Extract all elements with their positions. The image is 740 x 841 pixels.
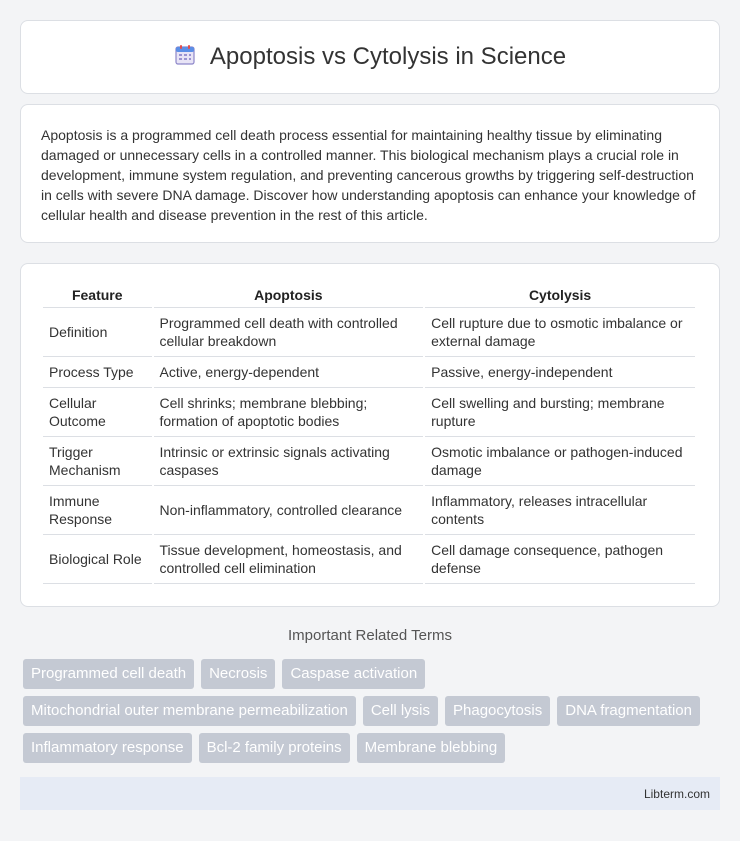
term-chip[interactable]: Caspase activation	[282, 659, 425, 689]
row-apoptosis: Cell shrinks; membrane blebbing; formation of apoptotic bodies	[154, 388, 424, 437]
footer-link[interactable]: Libterm.com	[643, 786, 710, 801]
row-apoptosis: Non-inflammatory, controlled clearance	[154, 486, 424, 535]
row-feature: Process Type	[43, 357, 152, 388]
table-row	[43, 486, 695, 535]
header	[174, 43, 566, 71]
related-terms-list	[23, 659, 723, 763]
row-feature: Trigger Mechanism	[43, 437, 152, 486]
term-chip[interactable]: Necrosis	[201, 659, 275, 689]
table-row	[43, 535, 695, 584]
comparison-table	[41, 282, 697, 584]
intro-paragraph: Apoptosis is a programmed cell death process essential for maintaining healthy tissue by eliminating damaged or unnecessary cells in a controlled manner. This biological mechanism plays a crucial role in development, immune system regulation, and preventing cancerous growths by triggering self-destruction in cells with severe DNA damage. Discover how understanding apoptosis can enhance your knowledge of cellular health and disease prevention in the rest of this article.	[41, 127, 696, 223]
term-chip[interactable]: Mitochondrial outer membrane permeabilization	[23, 696, 356, 726]
header-cytolysis: Cytolysis	[425, 282, 695, 308]
calendar-icon	[174, 44, 196, 71]
row-apoptosis: Tissue development, homeostasis, and controlled cell elimination	[154, 535, 424, 584]
row-cytolysis: Osmotic imbalance or pathogen-induced damage	[425, 437, 695, 486]
row-apoptosis: Intrinsic or extrinsic signals activating caspases	[154, 437, 424, 486]
term-chip[interactable]: DNA fragmentation	[557, 696, 700, 726]
header-apoptosis: Apoptosis	[154, 282, 424, 308]
row-feature: Cellular Outcome	[43, 388, 152, 437]
comparison-card	[20, 263, 720, 607]
row-cytolysis: Cell swelling and bursting; membrane rupture	[425, 388, 695, 437]
row-cytolysis: Cell rupture due to osmotic imbalance or external damage	[425, 308, 695, 357]
page-title: Apoptosis vs Cytolysis in Science	[209, 43, 567, 70]
row-apoptosis: Active, energy-dependent	[154, 357, 424, 388]
table-row	[43, 357, 695, 388]
table-row	[43, 437, 695, 486]
intro-card	[20, 104, 720, 243]
row-cytolysis: Cell damage consequence, pathogen defense	[425, 535, 695, 584]
related-terms-title: Important Related Terms	[288, 627, 452, 644]
footer-bar	[20, 777, 720, 810]
term-chip[interactable]: Phagocytosis	[445, 696, 550, 726]
table-row	[43, 308, 695, 357]
table-row	[43, 388, 695, 437]
term-chip[interactable]: Membrane blebbing	[357, 733, 506, 763]
row-cytolysis: Passive, energy-independent	[425, 357, 695, 388]
row-cytolysis: Inflammatory, releases intracellular contents	[425, 486, 695, 535]
row-feature: Biological Role	[43, 535, 152, 584]
row-feature: Definition	[43, 308, 152, 357]
row-feature: Immune Response	[43, 486, 152, 535]
table-header-row	[43, 282, 695, 308]
row-apoptosis: Programmed cell death with controlled cellular breakdown	[154, 308, 424, 357]
term-chip[interactable]: Programmed cell death	[23, 659, 194, 689]
header-feature: Feature	[43, 282, 152, 308]
term-chip[interactable]: Cell lysis	[363, 696, 438, 726]
term-chip[interactable]: Inflammatory response	[23, 733, 192, 763]
term-chip[interactable]: Bcl-2 family proteins	[199, 733, 350, 763]
header-card	[20, 20, 720, 94]
